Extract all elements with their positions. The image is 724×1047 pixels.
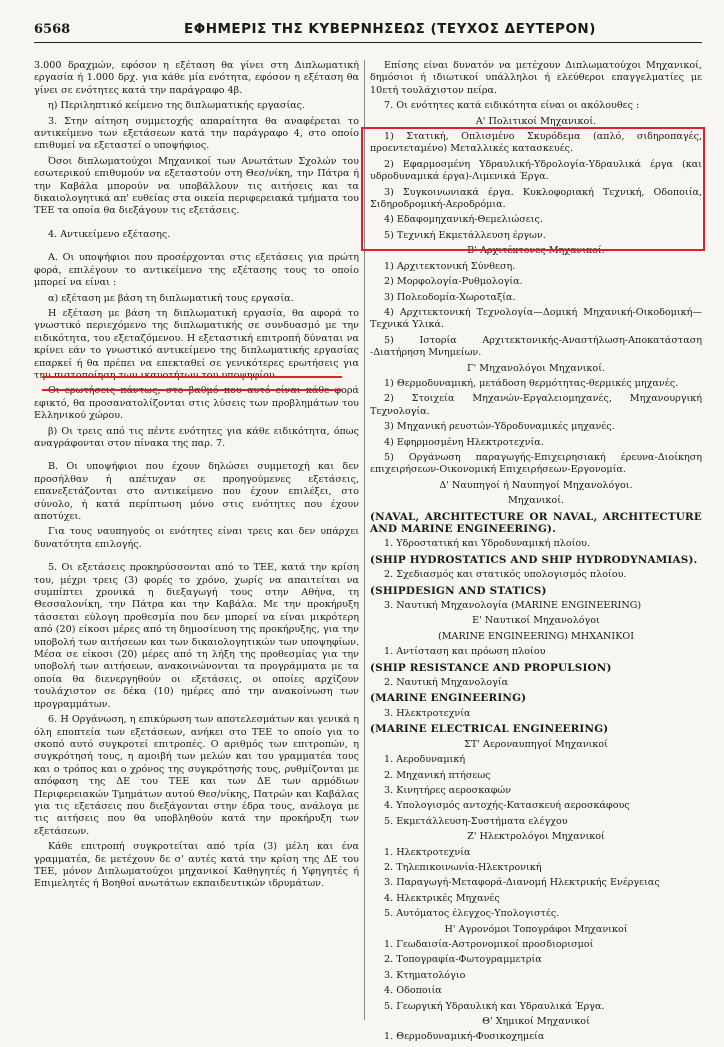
- list-item: 5. Αυτόματος έλεγχος-Υπολογιστές.: [384, 908, 560, 920]
- list-item: 4) Εφηρμοσμένη Ηλεκτροτεχνία.: [384, 436, 544, 448]
- category-heading: Θ' Χημικοί Μηχανικοί: [482, 1016, 590, 1027]
- paragraph: 6. Η Οργάνωση, η επικύρωση των αποτελεσμάτων και γενικά η όλη εποπτεία των εξετάσεων, ανήκει στο ΤΕΕ το οποίο για το σκοπό αυτό συγκροτεί επιτροπές. Ο αριθμός των επιτροπών, η συγκρότησή τους, η αμοιβή των μελών και του γραμματέα τους και ο τρόπος και ο χρόνος της συγκρότησής τους, ρυθμίζονται με απόφαση της ΔΕ του ΤΕΕ και των ΔΕ των αρμόδιων Περιφερειακών Τμημάτων αυτού Θεσ/νίκης, Πατρών και Καβάλας για τις εξετάσεις που διεξάγονται στην έδρα τους, ανάλογα με τις αιτήσεις που θα υποβληθούν κατά την προκήρυξη των εξετάσεων.: [34, 714, 359, 837]
- list-item: 4. Ηλεκτρικές Μηχανές: [384, 892, 500, 904]
- list-item: 3) Μηχανική ρευστών-Υδροδυναμικές μηχανές.: [384, 421, 615, 433]
- list-item: 1. Θερμοδυναμική-Φυσικοχημεία: [384, 1031, 545, 1043]
- list-item: 1) Στατική, Οπλισμένο Σκυρόδεμα (απλό, σιδηροπαγές, προεντεταμένο) Μεταλλικές κατασκευές.: [370, 131, 702, 155]
- paragraph: Α. Οι υποψήφιοι που προσέρχονται στις εξετάσεις για πρώτη φορά, επιλέγουν το αντικείμενο της εξέτασης τους το οποίο μπορεί να είναι :: [34, 252, 359, 289]
- paragraph: α) εξέταση με βάση τη διπλωματική τους εργασία.: [48, 292, 294, 304]
- section-heading: 4. Αντικείμενο εξέτασης.: [48, 228, 171, 240]
- category-heading: Γ' Μηχανολόγοι Μηχανικοί.: [466, 362, 606, 374]
- category-heading: ΣΤ' Αεροναυπηγοί Μηχανικοί: [464, 738, 608, 750]
- highlighted-paragraph: Η εξέταση με βάση τη διπλωματική εργασία, θα αφορά το γνωστικό περιεχόμενο της διπλωματικής σε συνδυασμό με την ειδικότητα, του εξεταζόμενου. Η εξεταστική επιτροπή δύναται να κρίνει εάν το γνωστικό αντικείμενο της διπλωματικής εργασίας επαρκεί ή θα πρέπει να επεκταθεί σε γενικότερες ερωτήσεις για την πιστοποίηση των ικανοτήτων του υποψηφίου.: [34, 307, 359, 381]
- list-item: 2) Μορφολογία-Ρυθμολογία.: [384, 276, 523, 288]
- paragraph: 5. Οι εξετάσεις προκηρύσσονται από το ΤΕΕ, κατά την κρίση του, μέχρι τρεις (3) φορές το χρόνο, χωρίς να απαιτείται να συμπίπτει χρονικά η διεξαγωγή τους στην Αθήνα, τη Θεσσαλονίκη, την Πάτρα και την Καβάλα. Με την προκήρυξη τάσσεται εύλογη προθεσμία που δεν μπορεί να είναι μικρότερη από (20) είκοσι μέρες από τη δημοσίευση της προκήρυξης, για την υποβολή των αιτήσεων και των δικαιολογητικών των υποψηφίων. Μέσα σε είκοσι (20) μέρες από τη λήξη της προθεσμίας για την υποβολή των αιτήσεων, ανακοινώνονται τα προγράμματα με τα οποία θα διενεργηθούν οι εξετάσεις, οι οποίες αρχίζουν τουλάχιστον σε δέκα (10) ημέρες από την ανακοίνωση των προγραμμάτων.: [34, 562, 359, 710]
- page-number: 6568: [34, 22, 71, 37]
- column-divider: [364, 60, 365, 1020]
- english-heading: (SHIP RESISTANCE AND PROPULSION): [370, 661, 612, 674]
- left-column: [34, 60, 359, 894]
- list-item: 1. Αεροδυναμική: [384, 754, 466, 766]
- category-subheading: Μηχανικοί.: [507, 495, 565, 507]
- list-item: 3) Πολεοδομία-Χωροταξία.: [384, 291, 516, 303]
- page-header: [34, 20, 702, 43]
- paragraph: Οι ερωτήσεις πάντως, στο βαθμό που αυτό είναι κάθε φορά εφικτό, θα προσανατολίζονται στις λύσεις των προβλημάτων του Ελληνικού χώρου.: [34, 385, 359, 422]
- list-item: 5. Εκμετάλλευση-Συστήματα ελέγχου: [384, 815, 568, 827]
- list-item: 2) Στοιχεία Μηχανών-Εργαλειομηχανές, Μηχανουργική Τεχνολογία.: [370, 393, 702, 417]
- list-item: 2. Τηλεπικοινωνία-Ηλεκτρονική: [384, 861, 542, 873]
- english-heading: (MARINE ELECTRICAL ENGINEERING): [370, 723, 609, 736]
- list-item: 2. Τοπογραφία-Φωτογραμμετρία: [384, 954, 542, 966]
- gazette-title: ΕΦΗΜΕΡΙΣ ΤΗΣ ΚΥΒΕΡΝΗΣΕΩΣ (ΤΕΥΧΟΣ ΔΕΥΤΕΡΟΝ): [184, 21, 596, 37]
- list-item: 1. Υδροστατική και Υδροδυναμική πλοίου.: [384, 538, 591, 550]
- list-item: 5) Τεχνική Εκμετάλλευση έργων.: [384, 229, 546, 241]
- list-item: 4) Αρχιτεκτονική Τεχνολογία—Δομική Μηχανική-Οικοδομική—Τεχνικά Υλικά.: [370, 306, 702, 331]
- list-item: 5. Γεωργική Υδραυλική και Υδραυλικά Έργα.: [384, 1000, 605, 1012]
- category-heading: Α' Πολιτικοί Μηχανικοί.: [475, 115, 597, 127]
- category-heading: Η' Αγρονόμοι Τοπογράφοι Μηχανικοί: [444, 923, 628, 935]
- list-item: 4) Εδαφομηχανική-Θεμελιώσεις.: [384, 214, 543, 226]
- paragraph: β) Οι τρεις από τις πέντε ενότητες για κάθε ειδικότητα, όπως αναγράφονται στον πίνακα της παρ. 7.: [34, 425, 359, 449]
- list-item: 1) Θερμοδυναμική, μετάδοση θερμότητας-θερμικές μηχανές.: [384, 377, 679, 389]
- list-item: 1. Αντίσταση και πρόωση πλοίου: [384, 646, 546, 658]
- list-item: 4. Υπολογισμός αντοχής-Κατασκευή αεροσκάφους: [384, 800, 630, 812]
- list-item: 3. Ηλεκτροτεχνία: [384, 707, 471, 719]
- list-item: 3. Ναυτική Μηχανολογία (MARINE ENGINEERING): [384, 600, 642, 612]
- list-item: 1. Γεωδαισία-Αστρονομικοί προσδιορισμοί: [384, 938, 594, 950]
- paragraph: Όσοι διπλωματούχοι Μηχανικοί των Ανωτάτων Σχολών του εσωτερικού επιθυμούν να εξεταστούν στη Θεσ/νίκη, την Πάτρα ή την Καβάλα μπορούν να υποβάλλουν τις αιτήσεις και τα δικαιολογητικά απ' ευθείας στα οικεία περιφερειακά τμήματα του ΤΕΕ τα οποία θα διεξάγουν τις εξετάσεις.: [34, 155, 359, 217]
- list-item: 5) Ιστορία Αρχιτεκτονικής-Αναστήλωση-Αποκατάσταση -Διατήρηση Μνημείων.: [370, 334, 702, 359]
- list-item: 2. Ναυτική Μηχανολογία: [384, 677, 509, 689]
- list-item: 5) Οργάνωση παραγωγής-Επιχειρησιακή έρευνα-Διοίκηση επιχειρήσεων-Οικονομική Επιχειρήσεων-Εργονομία.: [370, 451, 702, 476]
- highlight-underline: [42, 389, 342, 391]
- right-column: [370, 60, 702, 1047]
- english-heading: (MARINE ENGINEERING): [370, 692, 527, 705]
- category-heading: Ε' Ναυτικοί Μηχανολόγοι: [472, 615, 600, 627]
- list-item: 1) Αρχιτεκτονική Σύνθεση.: [384, 260, 516, 272]
- english-heading: (MARINE ENGINEERING) ΜΗΧΑΝΙΚΟΙ: [437, 630, 635, 642]
- paragraph: η) Περιληπτικό κείμενο της διπλωματικής εργασίας.: [48, 100, 306, 112]
- english-heading: (SHIPDESIGN AND STATICS): [370, 584, 547, 597]
- list-item: 4. Οδοποιία: [384, 985, 442, 997]
- section-heading: 7. Οι ενότητες κατά ειδικότητα είναι οι ακόλουθες :: [384, 100, 640, 112]
- list-item: 2. Σχεδιασμός και στατικός υπολογισμός πλοίου.: [384, 569, 627, 581]
- list-item: 3. Κτηματολόγιο: [384, 969, 466, 981]
- category-heading: Δ' Ναυπηγοί ή Ναυπηγοί Μηχανολόγοι.: [439, 479, 633, 491]
- list-item: 1. Ηλεκτροτεχνία: [384, 846, 471, 858]
- highlight-underline: [42, 376, 342, 378]
- paragraph: Κάθε επιτροπή συγκροτείται από τρία (3) μέλη και ένα γραμματέα, δε μετέχουν δε σ' αυτές κατά την κρίση της ΔΕ του ΤΕΕ, μόνον Διπλωματούχοι μηχανικοί Καθηγητές ή Υφηγητές ή Επιμελητές ή Βοηθοί ανωτάτων εκπαιδευτικών ιδρυμάτων.: [34, 841, 359, 890]
- category-heading: Ζ' Ηλεκτρολόγοι Μηχανικοί: [467, 831, 605, 843]
- list-item: 2) Εφαρμοσμένη Υδραυλική-Υδρολογία-Υδραυλικά έργα (και υδροδυναμικά έργα)-Λιμενικά Έργα.: [370, 158, 702, 183]
- list-item: 3) Συγκοινωνιακά έργα. Κυκλοφοριακή Τεχνική, Οδοποιία, Σιδηροδρομική-Αεροδρόμια.: [370, 186, 702, 211]
- category-heading: Β' Αρχιτέκτονες Μηχανικοί.: [467, 245, 605, 257]
- english-heading: (SHIP HYDROSTATICS AND SHIP HYDRODYNAMIAS).: [370, 553, 698, 566]
- list-item: 2. Μηχανική πτήσεως: [384, 769, 491, 781]
- english-heading: (NAVAL, ARCHITECTURE OR NAVAL, ARCHITECTURE AND MARINE ENGINEERING).: [370, 510, 702, 535]
- list-item: 3. Παραγωγή-Μεταφορά-Διανομή Ηλεκτρικής Ενέργειας: [384, 877, 660, 889]
- paragraph: 3.000 δραχμών, εφόσον η εξέταση θα γίνει στη Διπλωματική εργασία ή 1.000 δρχ. για κάθε μία ενότητα, εφόσον η εξέταση θα γίνει σε ενότητες κατά την παράγραφο 4β.: [34, 60, 359, 96]
- paragraph: Β. Οι υποψήφιοι που έχουν δηλώσει συμμετοχή και δεν προσήλθαν ή απέτυχαν σε προηγούμενες εξετάσεις, επανεξετάζονται στο αντικείμενο που έχουν επιλέξει, στο σύνολο, ή κατά περίπτωση μόνο στις ενότητες που έχουν αποτύχει.: [34, 461, 359, 522]
- paragraph: Για τους ναυπηγούς οι ενότητες είναι τρεις και δεν υπάρχει δυνατότητα επιλογής.: [34, 526, 359, 550]
- paragraph: Επίσης είναι δυνατόν να μετέχουν Διπλωματούχοι Μηχανικοί, δημόσιοι ή ιδιωτικοί υπάλληλοι ή ελεύθεροι επαγγελματίες με 10ετή τουλάχιστον πείρα.: [370, 60, 702, 96]
- paragraph: 3. Στην αίτηση συμμετοχής απαραίτητα θα αναφέρεται το αντικείμενο των εξετάσεων κατά την παράγραφο 4, στο οποίο επιθυμεί να εξεταστεί ο υποψήφιος.: [34, 115, 359, 152]
- list-item: 3. Κινητήρες αεροσκαφών: [384, 784, 512, 796]
